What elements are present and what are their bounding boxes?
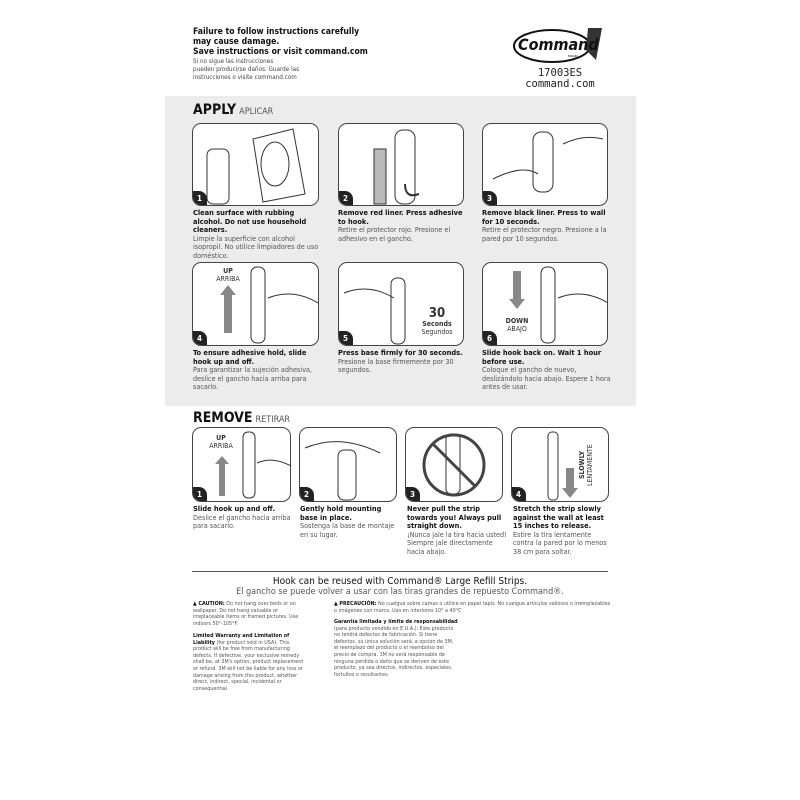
warning-en: Failure to follow instructions carefully may cause damage. Save instructions or visit command.com — [193, 27, 368, 57]
remove-step-4-caption: Stretch the strip slowly against the wall at least 15 inches to release. Estire la tira lentamente contra la pared por lo menos 38 cm para soltar. — [513, 504, 607, 556]
up-label: UP ARRIBA — [216, 267, 240, 283]
apply-step-2-caption: Remove red liner. Press adhesive to hook. Retire el protector rojo. Presione el adhesivo en el gancho. — [338, 208, 463, 243]
product-code: 17003ES command.com — [525, 67, 595, 90]
apply-step-5-caption: Press base firmly for 30 seconds. Presione la base firmemente por 30 segundos. — [338, 348, 463, 374]
apply-step-4-illustration: UP ARRIBA 4 — [192, 262, 319, 346]
apply-step-5-illustration: 30 Seconds Segundos 5 — [338, 262, 464, 346]
remove-title: REMOVE RETIRAR — [193, 410, 291, 426]
apply-step-6-caption: Slide hook back on. Wait 1 hour before use. Coloque el gancho de nuevo, deslizándolo hacia abajo. Espere 1 hora antes de usar. — [482, 348, 611, 391]
caution-es: ▲ PRECAUCIÓN: No cuelgue sobre camas o utilice en papel tapiz. No cuelgue artículos valiosos o irremplazables o imágenes con marco. Uso en interiores 10° a 40°C — [334, 601, 611, 614]
remove-step-3-illustration: 3 — [405, 427, 503, 502]
apply-step-4-caption: To ensure adhesive hold, slide hook up and off. Para garantizar la sujeción adhesiva, deslice el gancho hacia arriba para sacarlo. — [193, 348, 313, 391]
remove-step-1-caption: Slide hook up and off. Deslice el gancho hacia arriba para sacarlo. — [193, 504, 291, 530]
up-label: UP ARRIBA — [209, 434, 233, 450]
warranty-en: Limited Warranty and Limitation of Liability (for product sold in USA): This product will be free from manufacturing defects. If defective, your exclusive remedy shall be, at 3M's option, product replacement or refund. 3M will not be liable for any loss or damage arising from this product, whether direct, indirect, special, incidental or consequential. — [193, 633, 304, 692]
slowly-label: SLOWLY LENTAMENTE — [578, 444, 594, 486]
command-logo: Command BRAND — [512, 26, 602, 66]
apply-step-3-caption: Remove black liner. Press to wall for 10 seconds. Retire el protector negro. Presione a la pared por 10 segundos. — [482, 208, 607, 243]
remove-step-2-illustration: 2 — [299, 427, 397, 502]
seconds-label: 30 Seconds Segundos — [421, 306, 453, 336]
apply-step-2-illustration: 2 — [338, 123, 464, 206]
remove-step-4-illustration: SLOWLY LENTAMENTE 4 — [511, 427, 609, 502]
apply-step-3-illustration: 3 — [482, 123, 608, 206]
remove-step-2-caption: Gently hold mounting base in place. Sostenga la base de montaje en su lugar. — [300, 504, 395, 539]
apply-step-1-illustration: 1 — [192, 123, 319, 206]
warranty-es: Garantía limitada y límite de responsabilidad (para producto vendido en E.U.A.): Este producto no tendrá defectos de fabricación. Si tiene defectos, su única solución será, a opción de 3M, el reemplazo del producto o el reembolso del precio de compra. 3M no será responsable de ninguna pérdida o daño que se deriven de este producto, ya sea directos, indirectos, especiales, fortuitos o resultantes. — [334, 619, 458, 678]
warning-es: Si no sigue las instrucciones pueden producirse daños. Guarde las instrucciones o visite command.com — [193, 58, 300, 81]
reuse-note-es: El gancho se puede volver a usar con las tiras grandes de repuesto Command®. — [236, 587, 564, 597]
down-label: DOWN ABAJO — [505, 317, 529, 333]
remove-step-1-illustration: UP ARRIBA 1 — [192, 427, 291, 502]
caution-en: ▲ CAUTION: Do not hang over beds or on wallpaper. Do not hang valuable or irreplaceable items or framed pictures. Use indoors 50°-105°F. — [193, 601, 299, 627]
apply-title: APPLY APLICAR — [193, 102, 274, 118]
apply-step-6-illustration: DOWN ABAJO 6 — [482, 262, 608, 346]
divider — [192, 571, 608, 572]
apply-step-1-caption: Clean surface with rubbing alcohol. Do not use household cleaners. Limpie la superficie con alcohol isopropil. No utilice limpiadores de uso doméstico. — [193, 208, 319, 260]
remove-step-3-caption: Never pull the strip towards you! Always pull straight down. ¡Nunca jale la tira hacia usted! Siempre jale directamente hacia abajo. — [407, 504, 507, 556]
reuse-note-en: Hook can be reused with Command® Large Refill Strips. — [272, 576, 528, 587]
